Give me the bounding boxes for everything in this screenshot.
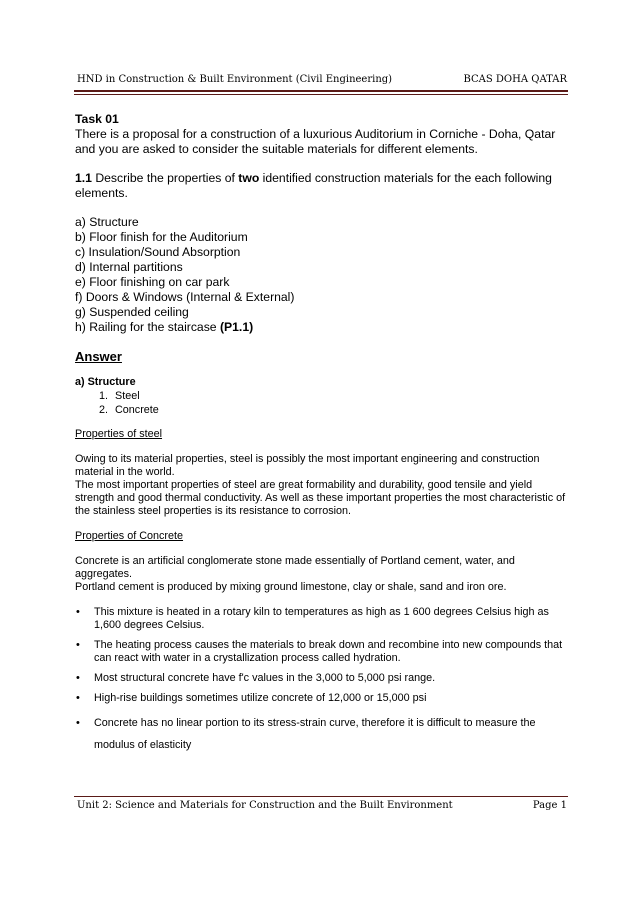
bullet-icon: • (76, 692, 80, 704)
steel-paragraph-2: The most important properties of steel are great formability and durability, good tensile and yield strength and good thermal conductivity. As well as these important properties the most characteristic of the stainless steel properties is its resistance to corrosion. (75, 479, 566, 517)
performance-criteria-ref: (P1.1) (219, 320, 254, 334)
footer-rule (74, 796, 568, 797)
steel-paragraph-1: Owing to its material properties, steel is possibly the most important engineering and construction material in the world. (75, 453, 540, 478)
header-course-title: HND in Construction & Built Environment (Civil Engineering) (77, 74, 393, 85)
list-item: • Most structural concrete have f'c values in the 3,000 to 5,000 psi range. (76, 672, 436, 684)
element-item: f) Doors & Windows (Internal & External) (75, 290, 295, 304)
element-item: b) Floor finish for the Auditorium (75, 230, 248, 244)
task-title: Task 01 (75, 112, 119, 126)
bullet-icon: • (76, 606, 80, 618)
bullet-icon: • (76, 639, 80, 651)
list-item: • This mixture is heated in a rotary kiln to temperatures as high as 1 600 degrees Celsius high as 1,600 degrees Celsius. (76, 606, 549, 631)
footer-unit-title: Unit 2: Science and Materials for Construction and the Built Environment (77, 800, 453, 811)
element-item: e) Floor finishing on car park (75, 275, 230, 289)
element-item: d) Internal partitions (75, 260, 183, 274)
elements-list (75, 215, 569, 335)
list-item: 2. Concrete (99, 404, 159, 416)
header-rule-thick (74, 90, 568, 92)
bullet-icon: • (76, 717, 80, 729)
steel-properties-heading: Properties of steel (75, 428, 163, 440)
element-item: g) Suspended ceiling (75, 305, 189, 319)
document-body (75, 112, 569, 756)
answer-heading: Answer (75, 349, 122, 364)
concrete-properties-heading: Properties of Concrete (75, 530, 184, 542)
concrete-bullet-list (75, 606, 569, 756)
element-item: c) Insulation/Sound Absorption (75, 245, 241, 259)
section-structure: a) Structure (75, 376, 136, 388)
list-item: • Concrete has no linear portion to its stress-strain curve, therefore it is difficult to measure the modulus of elasticity (75, 712, 569, 756)
task-intro: There is a proposal for a construction of a luxurious Auditorium in Corniche - Doha, Qatar and you are asked to consider the suitable materials for different elements. (75, 127, 556, 156)
element-item: a) Structure (75, 215, 139, 229)
question-1-1: 1.1 Describe the properties of two identified construction materials for the each following elements. (75, 171, 552, 200)
concrete-paragraph-2: Portland cement is produced by mixing ground limestone, clay or shale, sand and iron ore. (75, 581, 507, 593)
question-emphasis: two (238, 171, 260, 185)
question-number: 1.1 (75, 171, 92, 185)
page-number: Page 1 (532, 800, 567, 811)
concrete-paragraph-1: Concrete is an artificial conglomerate stone made essentially of Portland cement, water, and aggregates. (75, 555, 515, 580)
list-item: • The heating process causes the materials to break down and recombine into new compounds that can react with water in a crystallization process called hydration. (76, 639, 563, 664)
list-item: 1. Steel (99, 390, 140, 402)
element-item: h) Railing for the staircase (P1.1) (75, 320, 254, 334)
bullet-icon: • (76, 672, 80, 684)
list-item: • High-rise buildings sometimes utilize concrete of 12,000 or 15,000 psi (76, 692, 427, 704)
materials-list (75, 389, 569, 417)
header-institution: BCAS DOHA QATAR (463, 74, 567, 85)
header-rule-thin (74, 94, 568, 95)
page-header (77, 70, 567, 92)
